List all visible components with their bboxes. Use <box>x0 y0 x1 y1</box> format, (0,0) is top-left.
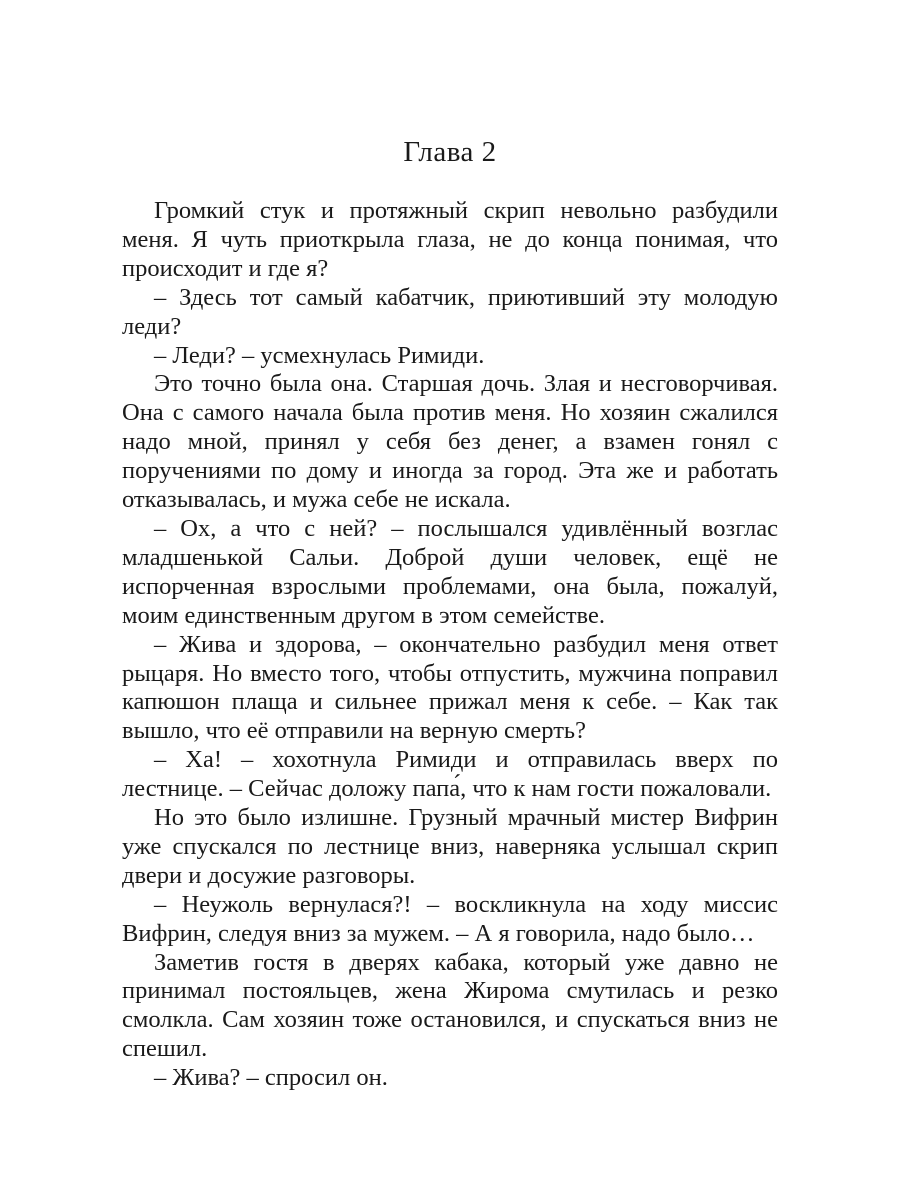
paragraph-5: – Ох, а что с ней? – послышался удивлённый возглас младшенькой Сальи. Доброй души человек, ещё не испорченная взрослыми проблемами, она была, пожалуй, моим единственным другом в этом семействе. <box>122 514 778 629</box>
chapter-title: Глава 2 <box>403 136 497 168</box>
paragraph-7: – Ха! – хохотнула Римиди и отправилась вверх по лестнице. – Сейчас доложу папа́, что к нам гости пожаловали. <box>122 746 778 803</box>
paragraph-3: – Леди? – усмехнулась Римиди. <box>154 341 485 369</box>
paragraph-1: Громкий стук и протяжный скрип невольно разбудили меня. Я чуть приоткрыла глаза, не до конца понимая, что происходит и где я? <box>122 197 778 282</box>
paragraph-9: – Неужоль вернулася?! – воскликнула на ходу миссис Вифрин, следуя вниз за мужем. – А я говорила, надо было… <box>122 890 778 947</box>
paragraph-6: – Жива и здорова, – окончательно разбудил меня ответ рыцаря. Но вместо того, чтобы отпустить, мужчина поправил капюшон плаща и сильнее прижал меня к себе. – Как так вышло, что её отправили на верную смерть? <box>122 630 778 745</box>
paragraph-4: Это точно была она. Старшая дочь. Злая и несговорчивая. Она с самого начала была против меня. Но хозяин сжалился надо мной, принял у себя без денег, а взамен гонял с поручениями по дому и иногда за город. Эта же и работать отказывалась, и мужа себе не искала. <box>122 370 778 514</box>
chapter-text <box>122 197 778 1093</box>
paragraph-2: – Здесь тот самый кабатчик, приютивший эту молодую леди? <box>122 283 778 340</box>
paragraph-11: – Жива? – спросил он. <box>154 1064 388 1092</box>
paragraph-8: Но это было излишне. Грузный мрачный мистер Вифрин уже спускался по лестнице вниз, наверняка услышал скрип двери и досужие разговоры. <box>122 804 778 889</box>
paragraph-10: Заметив гостя в дверях кабака, который уже давно не принимал постояльцев, жена Жирома смутилась и резко смолкла. Сам хозяин тоже остановился, и спускаться вниз не спешил. <box>122 948 778 1063</box>
